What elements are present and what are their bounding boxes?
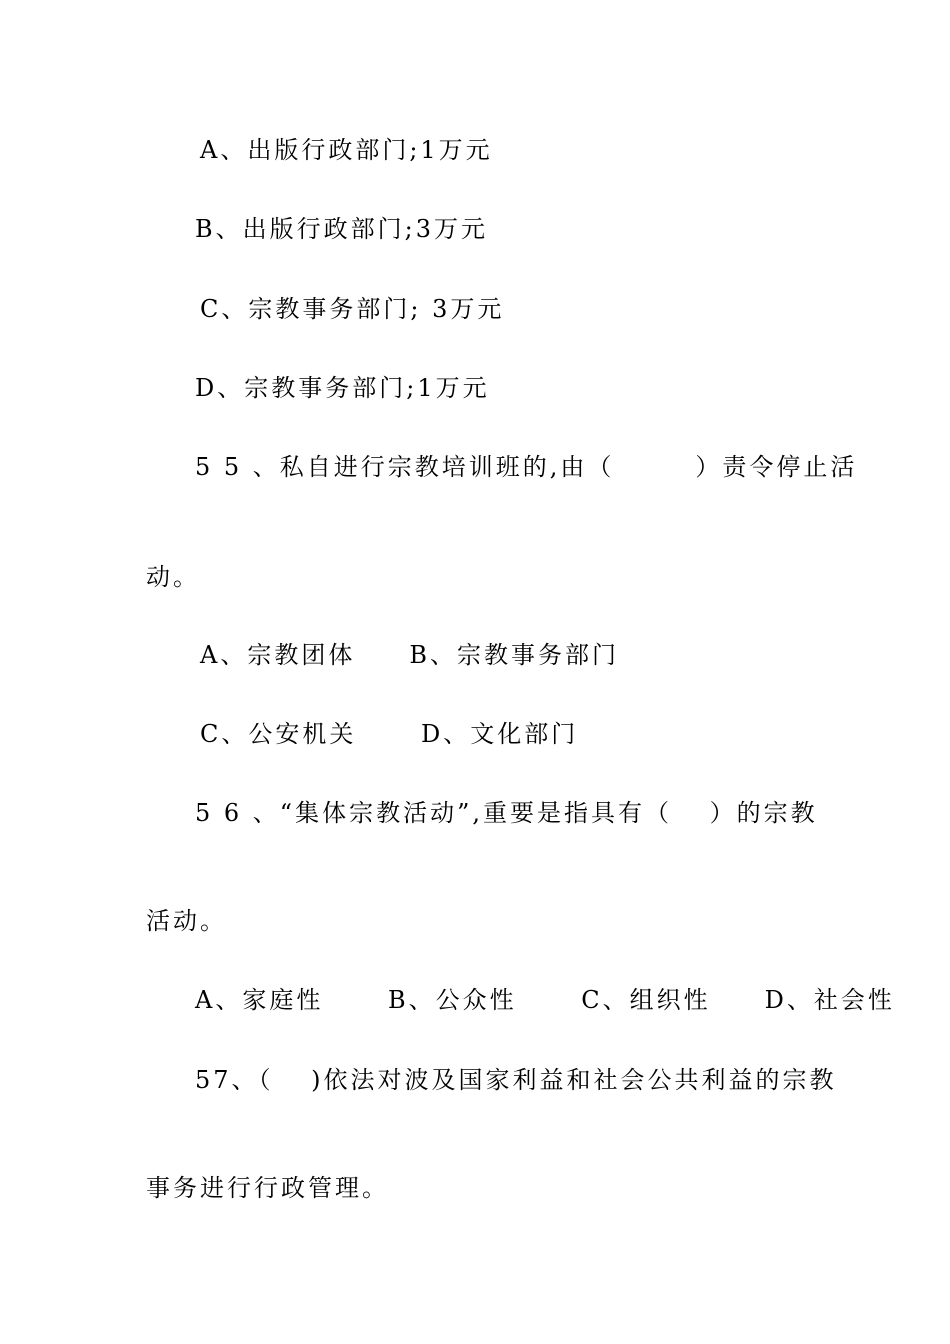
q56-stem-continued: 活动。: [146, 907, 227, 935]
q54-option-b: B、出版行政部门;3万元: [195, 215, 488, 243]
q57-stem: 57、（ )依法对波及国家利益和社会公共利益的宗教: [195, 1066, 837, 1094]
q55-stem: 5 5 、私自进行宗教培训班的,由（ ）责令停止活: [195, 453, 858, 481]
q56-stem: 5 6 、“集体宗教活动”,重要是指具有（ ）的宗教: [195, 799, 818, 827]
q54-option-d: D、宗教事务部门;1万元: [195, 374, 490, 402]
q54-option-a: A、出版行政部门;1万元: [200, 136, 493, 164]
q57-stem-continued: 事务进行行政管理。: [146, 1174, 389, 1202]
q56-options: A、家庭性 B、公众性 C、组织性 D、社会性: [195, 986, 895, 1014]
q54-option-c: C、宗教事务部门; 3万元: [200, 295, 505, 323]
q55-options-ab: A、宗教团体 B、宗教事务部门: [200, 641, 619, 669]
q55-stem-continued: 动。: [146, 563, 200, 591]
q55-options-cd: C、公安机关 D、文化部门: [200, 720, 579, 748]
